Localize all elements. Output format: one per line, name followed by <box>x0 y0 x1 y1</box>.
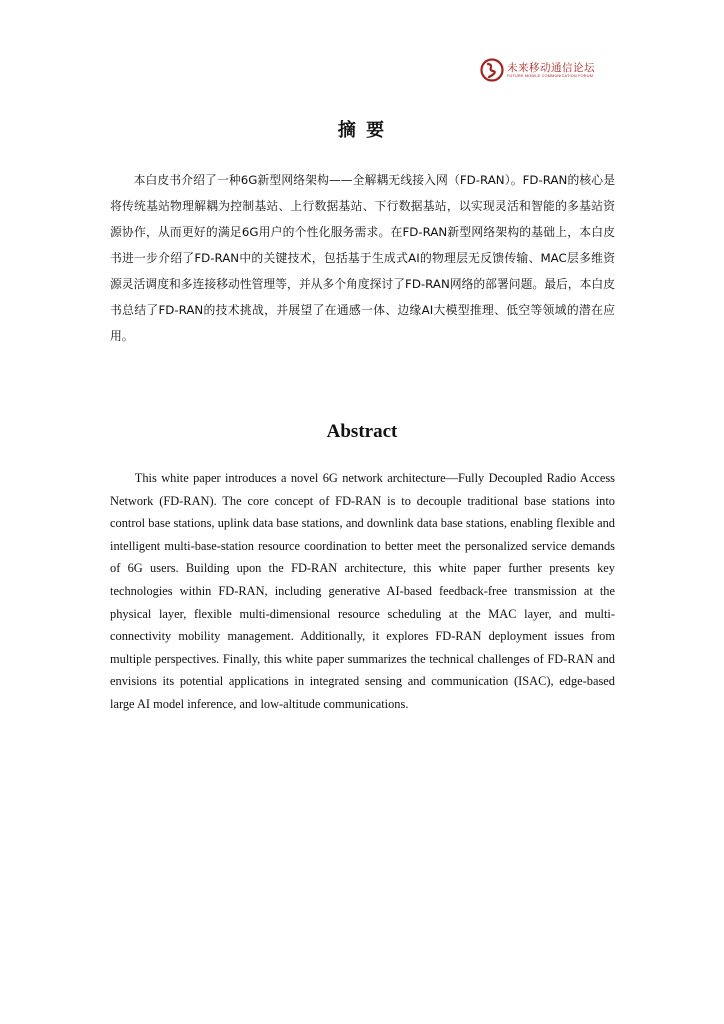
abstract-cn-title: 摘 要 <box>337 120 387 141</box>
abstract-cn-body: 本白皮书介绍了一种6G新型网络架构——全解耦无线接入网（FD-RAN）。FD-RAN的核心是将传统基站物理解耦为控制基站、上行数据基站、下行数据基站，以实现灵活和智能的多基站资源协作，从而更好的满足6G用户的个性化服务需求。在FD-RAN新型网络架构的基础上，本白皮书进一步介绍了FD-RAN中的关键技术，包括基于生成式AI的物理层无反馈传输、MAC层多维资源灵活调度和多连接移动性管理等，并从多个角度探讨了FD-RAN网络的部署问题。最后，本白皮书总结了FD-RAN的技术挑战，并展望了在通感一体、边缘AI大模型推理、低空等领域的潜在应用。 <box>110 173 615 343</box>
forum-logo-emblem-icon <box>480 58 504 82</box>
abstract-en-title: Abstract <box>326 421 398 442</box>
forum-logo-name-en: FUTURE MOBILE COMMUNICATION FORUM <box>507 74 594 78</box>
abstract-en-body: This white paper introduces a novel 6G network architecture—Fully Decoupled Radio Access Network (FD-RAN). The core concept of FD-RAN is to decouple traditional base stations into control base stations, uplink data base stations, and downlink data base stations, enabling flexible and intelligent multi-base-station resource coordination to better meet the personalized service demands of 6G users. Building upon the FD-RAN architecture, this white paper further presents key technologies within FD-RAN, including generative AI-based feedback-free transmission at the physical layer, flexible multi-dimensional resource scheduling at the MAC layer, and multi-connectivity mobility management. Additionally, it explores FD-RAN deployment issues from multiple perspectives. Finally, this white paper summarizes the technical challenges of FD-RAN and envisions its potential applications in integrated sensing and communication (ISAC), edge-based large AI model inference, and low-altitude communications. <box>110 471 615 711</box>
forum-logo <box>480 58 612 84</box>
forum-logo-name-cn: 未来移动通信论坛 <box>507 62 595 74</box>
